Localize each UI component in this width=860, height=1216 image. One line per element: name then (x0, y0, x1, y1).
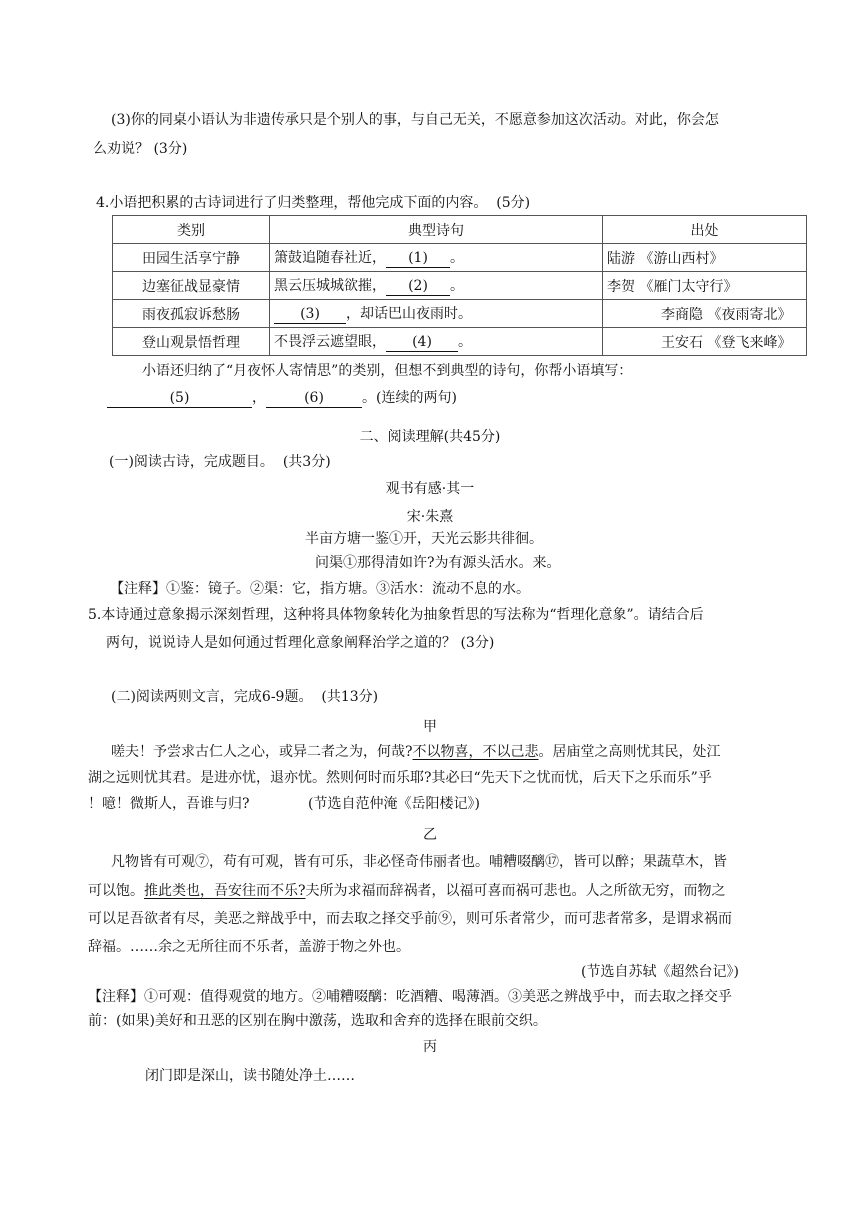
table-header-row (113, 216, 807, 244)
row-category: 登山观景悟哲理 (113, 328, 270, 356)
jia-source: (节选自范仲淹《岳阳楼记》) (308, 796, 480, 812)
yi-text: 可以饱。 (88, 883, 144, 899)
yi-text: 夫所为求福而辞祸者，以福可喜而祸可悲也。人之所欲无穷，而物之 (305, 883, 726, 899)
verse-text: 。 (450, 278, 464, 294)
q3-line1: (3)你的同桌小语认为非遗传承只是个别人的事，与自己无关，不愿意参加这次活动。对此，你会怎 (111, 112, 719, 128)
fill-blank-3[interactable]: (3) (274, 305, 346, 324)
yi-line3: 可以足吾欲者有尽，美恶之辩战乎中，而去取之择交乎前⑨，则可乐者常少，而可悲者常多，是谓求祸而 (88, 911, 732, 927)
fill-blank-1[interactable]: (1) (386, 249, 450, 268)
poem-author: 宋·朱熹 (406, 509, 454, 525)
yi-line1: 凡物皆有可观⑦，苟有可观，皆有可乐，非必怪奇伟丽者也。哺糟啜醨⑰，皆可以醉；果蔬草木，皆 (111, 854, 727, 870)
row-category: 雨夜孤寂诉愁肠 (113, 300, 270, 328)
part1-intro: (一)阅读古诗，完成题目。 (共3分) (109, 454, 331, 470)
q4-extra-blanks (107, 388, 457, 408)
row-category: 田园生活享宁静 (113, 244, 270, 272)
verse-text: 箫鼓追随春社近， (274, 250, 386, 266)
yi-note2: 前：(如果)美好和丑恶的区别在胸中激荡，选取和舍弃的选择在眼前交织。 (88, 1013, 547, 1029)
header-category: 类别 (113, 216, 270, 244)
yi-underlined-text: 推此类也，吾安往而不乐? (144, 883, 306, 899)
yi-line2 (88, 881, 726, 901)
jia-line3: ！噫！微斯人，吾谁与归? (88, 796, 250, 812)
header-source: 出处 (603, 216, 807, 244)
table-row (113, 328, 807, 356)
table-row (113, 272, 807, 300)
verse-text: 黑云压城城欲摧， (274, 278, 386, 294)
yi-source: (节选自苏轼《超然台记》) (581, 964, 739, 980)
jia-line2: 湖之远则忧其君。是进亦忧，退亦忧。然则何时而乐耶?其必曰“先天下之忧而忧，后天下之乐而乐”乎 (88, 770, 712, 786)
row-verse (270, 300, 603, 328)
table-row (113, 300, 807, 328)
extra-tail: 。(连续的两句) (362, 390, 457, 406)
fill-blank-6[interactable]: (6) (266, 389, 362, 408)
fill-blank-5[interactable]: (5) (107, 389, 252, 408)
fill-blank-4[interactable]: (4) (386, 333, 458, 352)
bing-line1: 闭门即是深山，读书随处净土…… (145, 1068, 355, 1084)
section-title: 二、阅读理解(共45分) (359, 429, 501, 445)
q4-extra: 小语还归纳了“月夜怀人寄情思”的类别，但想不到典型的诗句，你帮小语填写： (142, 363, 633, 379)
row-source: 李商隐 《夜雨寄北》 (603, 300, 807, 328)
row-category: 边塞征战显豪情 (113, 272, 270, 300)
verse-text: 。 (458, 334, 472, 350)
row-verse (270, 244, 603, 272)
row-verse (270, 272, 603, 300)
comma: ， (252, 390, 266, 406)
poem-title: 观书有感·其一 (385, 481, 475, 497)
yi-note1: 【注释】①可观：值得观赏的地方。②哺糟啜醨：吃酒糟、喝薄酒。③美恶之辨战乎中，而去取之择交乎 (88, 989, 732, 1005)
part2-intro: (二)阅读两则文言，完成6-9题。 (共13分) (111, 689, 379, 705)
jia-line1 (111, 742, 721, 762)
fill-blank-2[interactable]: (2) (386, 277, 450, 296)
row-source: 李贺 《雁门太守行》 (603, 272, 807, 300)
poem-line-1: 半亩方塘一鉴①开，天光云影共徘徊。 (305, 531, 543, 547)
q5-line2: 两句，说说诗人是如何通过哲理化意象阐释治学之道的？ (3分) (106, 635, 495, 651)
verse-text: 。 (450, 250, 464, 266)
passage-yi-label: 乙 (423, 827, 437, 843)
row-source: 陆游 《游山西村》 (603, 244, 807, 272)
yi-line4: 辞福。……余之无所往而不乐者，盖游于物之外也。 (88, 939, 410, 955)
verse-text: 不畏浮云遮望眼， (274, 334, 386, 350)
q5-line1: 5.本诗通过意象揭示深刻哲理，这种将具体物象转化为抽象哲思的写法称为“哲理化意象”。请结合后 (88, 607, 704, 623)
jia-text: 。居庙堂之高则忧其民，处江 (538, 744, 721, 760)
q4-intro: 4.小语把积累的古诗词进行了归类整理，帮他完成下面的内容。 (5分) (96, 195, 531, 211)
poem-note: 【注释】①鉴：镜子。②渠：它，指方塘。③活水：流动不息的水。 (110, 581, 530, 597)
passage-bing-label: 丙 (423, 1039, 437, 1055)
q3-line2: 么劝说？ (3分) (93, 141, 188, 157)
row-source: 王安石 《登飞来峰》 (603, 328, 807, 356)
jia-underlined-text: 不以物喜，不以己悲 (412, 744, 539, 760)
poem-line-2: 问渠①那得清如许?为有源头活水。来。 (315, 555, 561, 571)
row-verse (270, 328, 603, 356)
jia-text: 嗟夫！予尝求古仁人之心，或异二者之为，何哉? (111, 744, 413, 760)
poem-table (112, 215, 807, 356)
verse-text: ，却话巴山夜雨时。 (346, 306, 472, 322)
table-row (113, 244, 807, 272)
header-verse: 典型诗句 (270, 216, 603, 244)
passage-jia-label: 甲 (423, 719, 437, 735)
